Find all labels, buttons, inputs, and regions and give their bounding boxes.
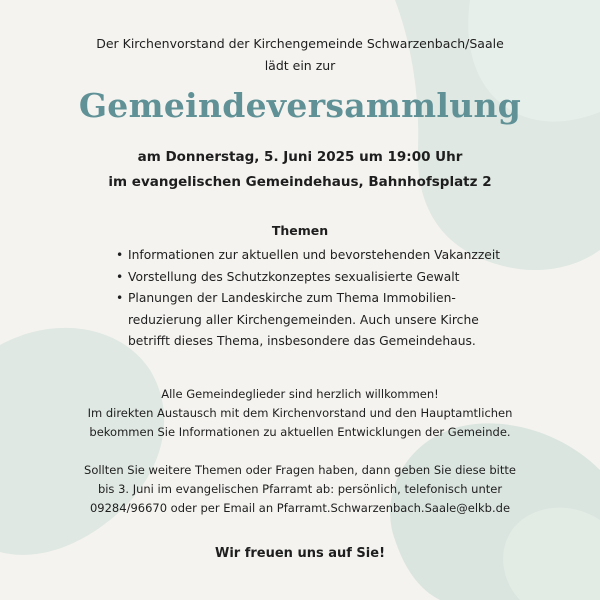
page-title: Gemeindeversammlung [78, 86, 522, 125]
topics-list [116, 245, 500, 353]
questions-line-3: 09284/96670 oder per Email an Pfarramt.Schwarzenbach.Saale@elkb.de [89, 501, 511, 515]
bullet-icon: • [116, 291, 124, 305]
event-location: im evangelischen Gemeindehaus, Bahnhofsplatz 2 [108, 174, 492, 190]
welcome-line-2: Im direkten Austausch mit dem Kirchenvorstand und den Hauptamtlichen [87, 406, 513, 420]
intro-line-2: lädt ein zur [264, 58, 336, 73]
topic-item [116, 245, 500, 267]
intro-line-1: Der Kirchenvorstand der Kirchengemeinde Schwarzenbach/Saale [96, 36, 504, 51]
topic-text: betrifft dieses Thema, insbesondere das Gemeindehaus. [128, 334, 476, 348]
topic-text: reduzierung aller Kirchengemeinden. Auch unsere Kirche [128, 312, 479, 327]
welcome-line-3: bekommen Sie Informationen zu aktuellen Entwicklungen der Gemeinde. [89, 425, 511, 439]
topics-heading: Themen [271, 223, 329, 238]
topic-item [116, 288, 500, 353]
bullet-icon: • [116, 269, 124, 284]
questions-line-1: Sollten Sie weitere Themen oder Fragen haben, dann geben Sie diese bitte [84, 463, 516, 477]
topic-text: Planungen der Landeskirche zum Thema Immobilien- [128, 291, 456, 305]
bullet-icon: • [116, 248, 124, 262]
closing-line: Wir freuen uns auf Sie! [214, 546, 385, 561]
topic-text: Informationen zur aktuellen und bevorstehenden Vakanzzeit [128, 248, 501, 262]
questions-line-2: bis 3. Juni im evangelischen Pfarramt ab: persönlich, telefonisch unter [97, 482, 503, 496]
event-date: am Donnerstag, 5. Juni 2025 um 19:00 Uhr [137, 149, 463, 165]
welcome-line-1: Alle Gemeindeglieder sind herzlich willkommen! [161, 387, 439, 401]
topic-text: Vorstellung des Schutzkonzeptes sexualisierte Gewalt [128, 269, 460, 284]
topic-item [116, 267, 500, 289]
